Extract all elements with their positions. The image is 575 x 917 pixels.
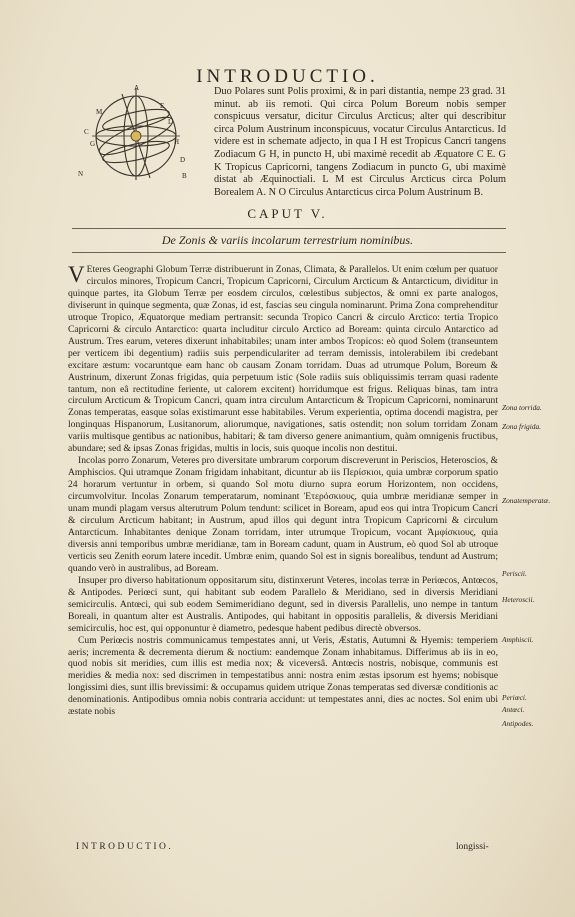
fig-letter-e: E: [160, 102, 165, 110]
margin-note-periscii: Periscii.: [502, 569, 527, 578]
fig-letter-c: C: [84, 128, 89, 136]
intro-paragraph: Duo Polares sunt Polis proximi, & in pari distantia, nempe 23 grad. 31 minut. ab iis remoti. Qui circa Polum Boreum nobis semper conspicuus versatur, dicitur Circulus Arcticus; alter qui describitur circa Polum Austrinum inconspicuus, vocatur Circulus Antarcticus. Id videre est in schemate adjecto, in qua I H est Tropicus Cancri tangens Zodiacum G H, in puncto H, ubi maximè recedit ab Æquatore C E. G K Tropicus Capricorni, tangens Zodiacum in puncto G, ubi maximè distat ab Æquinoctiali. L M est Circulus Arcticus circa Polum Borealem A. N O Circulus Antarcticus circa Polum Austrinum B.: [214, 86, 506, 198]
paragraph-2: Incolas porro Zonarum, Veteres pro diversitate umbrarum corporum discreverunt in Periscios, Heteroscios, & Amphiscios. Qui utramque Zonam frigidam inhabitant, dicuntur ab iis Περίσκιοι, quia umbræ corporum spatio 24 horarum vertuntur in orbem, si quando Sol motu diurno supra eorum Horizontem, non occidens, circumvolvitur. Incolas Zonarum temperatarum, nominant Ἑτερόσκιους, quia umbræ meridianæ semper in unam mundi plagam versus alterutrum Polum tendunt: scilicet in Boream, apud eos qui intra Tropicum Cancri & circulum Arcticum habitant; in Austrum, apud illos qui degunt intra Tropicum Capricorni & circulum Antarcticum. Inhabitantes denique Zonam torridam, inter utrumque Tropicum, vocant Ἀμφίσκιους, quia diversis anni temporibus umbræ meridianæ, tam in Boream cadunt, quam in Austrum, eò quod Sol ab utroque verticis seu Zenith eorum latere incedit. Umbræ enim, quando Sol est in signis borealibus, tendunt ad Austrum; quando verò in australibus, ad Boream.: [68, 455, 498, 574]
fig-letter-l: L: [168, 118, 173, 126]
footer-catchword: longissi-: [456, 842, 489, 852]
fig-letter-m: M: [96, 108, 103, 116]
fig-letter-a: A: [134, 84, 140, 92]
armillary-sphere-icon: [76, 84, 196, 182]
bottom-rule: [72, 252, 506, 253]
fig-letter-g: G: [90, 140, 96, 148]
margin-note-perioeci: Periœci.: [502, 693, 527, 702]
fig-letter-n: N: [78, 170, 84, 178]
drop-cap: V: [68, 262, 85, 287]
margin-note-zona-torrida: Zona torrida.: [502, 403, 542, 412]
footer-signature: INTRODUCTIO.: [76, 842, 174, 852]
fig-letter-b: B: [182, 172, 187, 180]
armillary-sphere-figure: [76, 84, 196, 182]
margin-note-antoeci: Antœci.: [502, 705, 525, 714]
chapter-heading: CAPUT V.: [247, 206, 328, 221]
chapter-subtitle: De Zonis & variis incolarum terrestrium nominibus.: [161, 233, 414, 247]
top-rule: [72, 228, 506, 229]
margin-note-amphiscii: Amphiscii.: [502, 635, 534, 644]
fig-letter-h: H: [174, 138, 180, 146]
paragraph-1: [68, 264, 498, 455]
body-column: [68, 264, 498, 718]
page-header: INTRODUCTIO.: [196, 66, 379, 87]
fig-letter-d: D: [180, 156, 186, 164]
margin-note-zona-frigida: Zona frigida.: [502, 422, 542, 431]
margin-note-antipodes: Antipodes.: [502, 719, 534, 728]
margin-note-heteroscii: Heteroscii.: [502, 595, 535, 604]
paragraph-3: Insuper pro diverso habitationum oppositarum situ, distinxerunt Veteres, incolas terræ in Periœcos, Antœcos, & Antipodes. Periœci sunt, qui habitant sub eodem Parallelo & Meridiano, sed in diversis Meridiani semicirculis. Antœci, qui sub eodem Semimeridiano degunt, sed in diversis Parallelis, uno nempe in tantum Boreali, in quantum alter est Australis. Antipodes, qui habitant in oppositis parallelis, & diversis Meridiani semicirculis, hoc est, qui opponuntur è diametro, pedesque habent pedibus directè obversos.: [68, 574, 498, 634]
margin-note-zona-temperata: Zonatemperatæ.: [502, 496, 551, 505]
paragraph-4: Cum Periœcis nostris communicamus tempestates anni, ut Veris, Æstatis, Autumni & Hyemis: temperiem aeris; incrementa & decrementa dierum & noctium: eandemque Zonam inhabitamus. Differimus ab iis in eo, quod nobis sit meridies, cum illis est media nox; & viceversâ. Antœcis nostris, nobisque, communis est meridies & media nox: sed discrimen in tempestatibus anni: nostra enim æstas ipsorum est hyems; nobisque longissimi dies, sunt illis brevissimi: & occupamus quidem utrique Zonas temperatas sed diversæ conditionis ac denominationis. Antipodibus omnia nobis contraria accidunt: ut tempestates anni, dies ac noctes. Sol enim ubi æstate nobis: [68, 634, 498, 718]
paragraph-1-text: Eteres Geographi Globum Terræ distribuerunt in Zonas, Climata, & Parallelos. Ut enim cœlum per quatuor circulos minores, Tropicum Cancri, Tropicum Capricorni, Circulum Arcticum & Antarcticum, dividitur in quinque partes, ita Globum Terræ per eosdem circulos, cœlestibus subjectos, & omni ex parte analogos, diviserunt in quinque segmenta, quæ Zonas, id est, fascias seu cingula nominarunt. Prima Zona comprehenditur utroque Tropico, Æquatorque mediam pertransit: secunda Tropico Cancri & circulo Arctico: tertia Tropico Capricorni & circulo Antarctico: quarta includitur circulo Arctico ad Boream: quinta circulo Antarctico ad Austrum. Tres earum, veteres dixerunt inhabitabiles; unam inter ambos Tropicos: eò quod Solem (transeuntem per verticem ibi degentium) radiis suis perpendiculariter ad terram demissis, intolerabilem ibi credebant excitare æstum: vocaruntque eam hanc ob causam Zonam torridam. Duas ad utrumque Polum, Boreum & Austrinum, dixerunt Zonas frigidas, quia perpetuum istic (Sole radiis suis obliquissimis terram quasi radente tantum, non eâ rectitudine feriente, ut calorem excitent) horridumque est frigus. Reliquas binas, tam intra circulum Arcticum & Tropicum Cancri, quam intra circulum Antarcticum & Tropicum Capricorni, nominarunt Zonas temperatas, easque solas existimarunt esse habitabiles. Verum experientia, optima docendi magistra, per longinquas Hispanorum, Lusitanorum, aliorumque, navigationes, satis ostendit; non solum torridam Zonam variis multisque gentibus ac nationibus, habitari; & tam diverso genere animantium, quàm omnigenis fructibus, abundare; sed & ipsas Zonas frigidas, multis in locis, suis quoque incolis non destitui.: [68, 264, 498, 455]
